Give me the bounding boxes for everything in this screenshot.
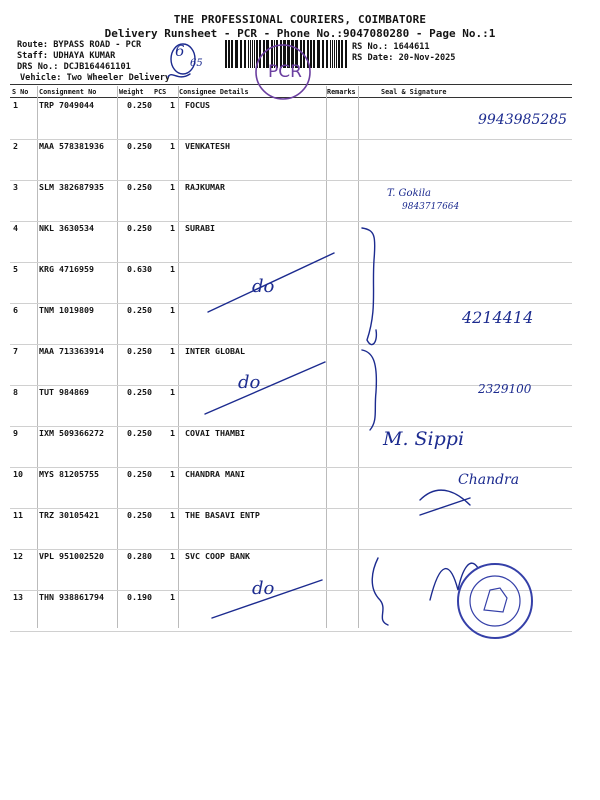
cell-sno: 10	[13, 469, 23, 479]
cell-sno: 1	[13, 100, 18, 110]
cell-pcs: 1	[170, 223, 175, 233]
name-row-3: T. Gokila	[387, 188, 431, 199]
underline-stroke	[168, 74, 190, 77]
cell-pcs: 1	[170, 305, 175, 315]
vehicle-label: Vehicle: Two Wheeler Delivery	[20, 73, 171, 83]
ditto-mark: do	[238, 372, 261, 393]
cell-pcs: 1	[170, 141, 175, 151]
cell-weight: 0.280	[127, 551, 152, 561]
phone-row-3: 9843717664	[402, 202, 460, 212]
col-header-consignment: Consignment No	[39, 88, 97, 96]
rs-number: RS No.: 1644611	[352, 42, 430, 52]
cell-consignee: SVC COOP BANK	[185, 551, 250, 561]
runsheet-title: Delivery Runsheet - PCR - Phone No.:9047080280 - Page No.:1	[104, 27, 496, 40]
cell-weight: 0.250	[127, 346, 152, 356]
col-header-pcs: PCS	[154, 88, 167, 96]
cell-weight: 0.250	[127, 305, 152, 315]
svc-bank-seal	[458, 564, 532, 638]
bracket-stroke	[362, 350, 376, 430]
col-header-consignee: Consignee Details	[179, 88, 249, 96]
cell-weight: 0.630	[127, 264, 152, 274]
cell-pcs: 1	[170, 592, 175, 602]
cell-consignment: TRZ 30105421	[39, 510, 99, 520]
cell-pcs: 1	[170, 551, 175, 561]
cell-sno: 5	[13, 264, 18, 274]
number-row-6: 4214414	[462, 308, 534, 327]
cell-consignee: INTER GLOBAL	[185, 346, 245, 356]
signature-row-9: M. Sippi	[383, 428, 465, 450]
ditto-line	[205, 362, 325, 414]
bracket-stroke	[372, 558, 388, 625]
cell-weight: 0.250	[127, 510, 152, 520]
cell-consignee: SURABI	[185, 223, 215, 233]
cell-sno: 4	[13, 223, 18, 233]
cell-pcs: 1	[170, 469, 175, 479]
cell-consignment: TNM 1019809	[39, 305, 94, 315]
cell-sno: 7	[13, 346, 18, 356]
cell-weight: 0.250	[127, 141, 152, 151]
phone-row-8: 2329100	[478, 382, 532, 396]
cell-pcs: 1	[170, 346, 175, 356]
ditto-mark: do	[252, 276, 275, 297]
col-header-seal: Seal & Signature	[381, 88, 447, 96]
cell-consignment: TUT 984869	[39, 387, 89, 397]
cell-sno: 2	[13, 141, 18, 151]
cell-sno: 6	[13, 305, 18, 315]
cell-consignment: MAA 578381936	[39, 141, 104, 151]
cell-consignee: CHANDRA MANI	[185, 469, 245, 479]
cell-weight: 0.250	[127, 387, 152, 397]
route-label: Route: BYPASS ROAD - PCR	[17, 40, 142, 50]
staff-label: Staff: UDHAYA KUMAR	[17, 51, 116, 61]
cell-consignee: VENKATESH	[185, 141, 230, 151]
cell-consignee: FOCUS	[185, 100, 210, 110]
cell-pcs: 1	[170, 100, 175, 110]
cell-weight: 0.190	[127, 592, 152, 602]
cell-sno: 9	[13, 428, 18, 438]
cell-sno: 8	[13, 387, 18, 397]
cell-consignment: MAA 713363914	[39, 346, 104, 356]
cell-weight: 0.250	[127, 100, 152, 110]
cell-consignment: THN 938861794	[39, 592, 104, 602]
cell-sno: 3	[13, 182, 18, 192]
drs-number: DRS No.: DCJB164461101	[17, 62, 131, 72]
cell-consignee: RAJKUMAR	[185, 182, 225, 192]
cell-consignment: VPL 951002520	[39, 551, 104, 561]
cell-pcs: 1	[170, 428, 175, 438]
count-top: 6	[175, 42, 185, 60]
cell-pcs: 1	[170, 264, 175, 274]
cell-pcs: 1	[170, 510, 175, 520]
cell-sno: 13	[13, 592, 23, 602]
company-name: THE PROFESSIONAL COURIERS, COIMBATORE	[173, 13, 427, 26]
bracket-stroke	[362, 228, 376, 345]
cell-consignment: SLM 382687935	[39, 182, 104, 192]
cell-weight: 0.250	[127, 428, 152, 438]
col-header-weight: Weight	[119, 88, 144, 96]
phone-row-1: 9943985285	[478, 112, 568, 128]
cell-consignment: NKL 3630534	[39, 223, 94, 233]
cell-sno: 12	[13, 551, 23, 561]
cell-weight: 0.250	[127, 469, 152, 479]
cell-sno: 11	[13, 510, 23, 520]
col-header-sno: S No	[12, 88, 29, 96]
col-header-remarks: Remarks	[327, 88, 356, 96]
signature-stroke	[420, 490, 470, 515]
ditto-mark: do	[252, 578, 275, 599]
cell-weight: 0.250	[127, 223, 152, 233]
count-bottom: 65	[190, 58, 203, 69]
cell-consignment: IXM 509366272	[39, 428, 104, 438]
signature-row-10: Chandra	[458, 472, 520, 488]
cell-consignee: THE BASAVI ENTP	[185, 510, 260, 520]
pcr-stamp-text: PCR	[268, 62, 302, 82]
cell-consignee: COVAI THAMBI	[185, 428, 245, 438]
cell-consignment: TRP 7049044	[39, 100, 94, 110]
cell-pcs: 1	[170, 182, 175, 192]
rs-date: RS Date: 20-Nov-2025	[352, 53, 456, 63]
cell-consignment: MYS 81205755	[39, 469, 99, 479]
cell-weight: 0.250	[127, 182, 152, 192]
cell-consignment: KRG 4716959	[39, 264, 94, 274]
cell-pcs: 1	[170, 387, 175, 397]
